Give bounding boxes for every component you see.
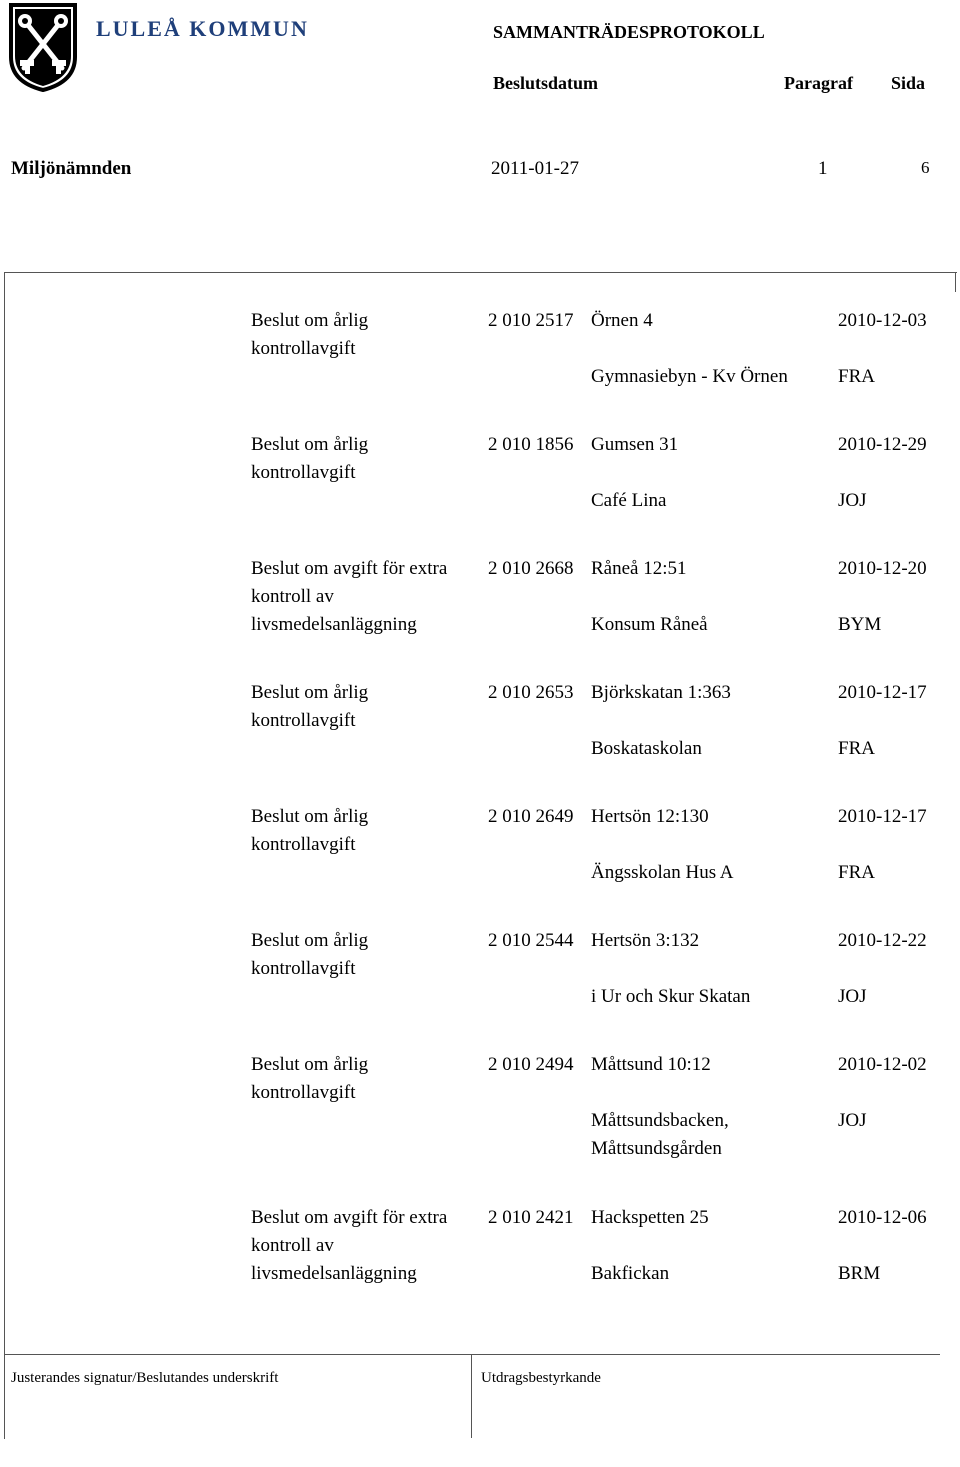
decision-text: Beslut om årlig kontrollavgift — [251, 434, 369, 483]
officer-signature: BYM — [838, 614, 882, 635]
case-number: 2 010 2668 — [488, 558, 574, 579]
document-type-title: SAMMANTRÄDESPROTOKOLL — [493, 22, 765, 42]
decision-text: Beslut om årlig kontrollavgift — [251, 682, 369, 731]
decision-text: Beslut om årlig kontrollavgift — [251, 930, 369, 979]
officer-signature: FRA — [838, 738, 875, 759]
decision-text: Beslut om avgift för extra kontroll av livsmedelsanläggning — [251, 558, 448, 635]
paragraph-column-label: Paragraf — [784, 73, 853, 93]
officer-signature: JOJ — [838, 490, 867, 511]
signature-field-label: Justerandes signatur/Beslutandes underskrift — [11, 1370, 279, 1386]
content-frame — [4, 272, 957, 1439]
decision-text: Beslut om avgift för extra kontroll av livsmedelsanläggning — [251, 1207, 448, 1284]
case-number: 2 010 2653 — [488, 682, 574, 703]
property-designation: Råneå 12:51 — [591, 558, 687, 579]
board-name: Miljönämnden — [11, 158, 132, 179]
case-number: 2 010 2421 — [488, 1207, 574, 1228]
establishment-name: Boskataskolan — [591, 738, 702, 759]
paragraph-number: 1 — [818, 158, 828, 179]
property-designation: Hertsön 12:130 — [591, 806, 709, 827]
establishment-name: Café Lina — [591, 490, 667, 511]
entry-date: 2010-12-06 — [838, 1207, 927, 1228]
case-number: 2 010 2517 — [488, 310, 574, 331]
entry-date: 2010-12-17 — [838, 806, 927, 827]
establishment-name: Måttsundsbacken, Måttsundsgården — [591, 1110, 729, 1159]
entry-date: 2010-12-17 — [838, 682, 927, 703]
establishment-name: Bakfickan — [591, 1263, 670, 1284]
establishment-name: i Ur och Skur Skatan — [591, 986, 751, 1007]
case-number: 2 010 2544 — [488, 930, 574, 951]
page-number: 6 — [921, 158, 930, 177]
page-column-label: Sida — [891, 73, 926, 93]
property-designation: Måttsund 10:12 — [591, 1054, 711, 1075]
decision-text: Beslut om årlig kontrollavgift — [251, 806, 369, 855]
entry-date: 2010-12-20 — [838, 558, 927, 579]
officer-signature: FRA — [838, 862, 875, 883]
establishment-name: Gymnasiebyn - Kv Örnen — [591, 366, 788, 387]
property-designation: Hertsön 3:132 — [591, 930, 700, 951]
case-number: 2 010 1856 — [488, 434, 574, 455]
property-designation: Gumsen 31 — [591, 434, 679, 455]
meeting-date: 2011-01-27 — [491, 158, 579, 179]
entry-date: 2010-12-29 — [838, 434, 927, 455]
property-designation: Örnen 4 — [591, 310, 653, 331]
case-number: 2 010 2649 — [488, 806, 574, 827]
entry-date: 2010-12-02 — [838, 1054, 927, 1075]
establishment-name: Konsum Råneå — [591, 614, 708, 635]
property-designation: Björkskatan 1:363 — [591, 682, 731, 703]
officer-signature: FRA — [838, 366, 875, 387]
officer-signature: JOJ — [838, 1110, 867, 1131]
decision-text: Beslut om årlig kontrollavgift — [251, 1054, 369, 1103]
brand-name: LULEÅ KOMMUN — [96, 16, 309, 41]
footer-divider — [4, 1354, 940, 1355]
certification-field-label: Utdragsbestyrkande — [481, 1370, 601, 1386]
establishment-name: Ängsskolan Hus A — [591, 862, 734, 883]
decision-text: Beslut om årlig kontrollavgift — [251, 310, 369, 359]
entry-date: 2010-12-22 — [838, 930, 927, 951]
officer-signature: BRM — [838, 1263, 881, 1284]
municipality-coat-of-arms-logo — [8, 2, 78, 92]
officer-signature: JOJ — [838, 986, 867, 1007]
decision-date-column-label: Beslutsdatum — [493, 73, 599, 93]
case-number: 2 010 2494 — [488, 1054, 574, 1075]
footer-column-divider — [471, 1354, 472, 1438]
property-designation: Hackspetten 25 — [591, 1207, 709, 1228]
entry-date: 2010-12-03 — [838, 310, 927, 331]
